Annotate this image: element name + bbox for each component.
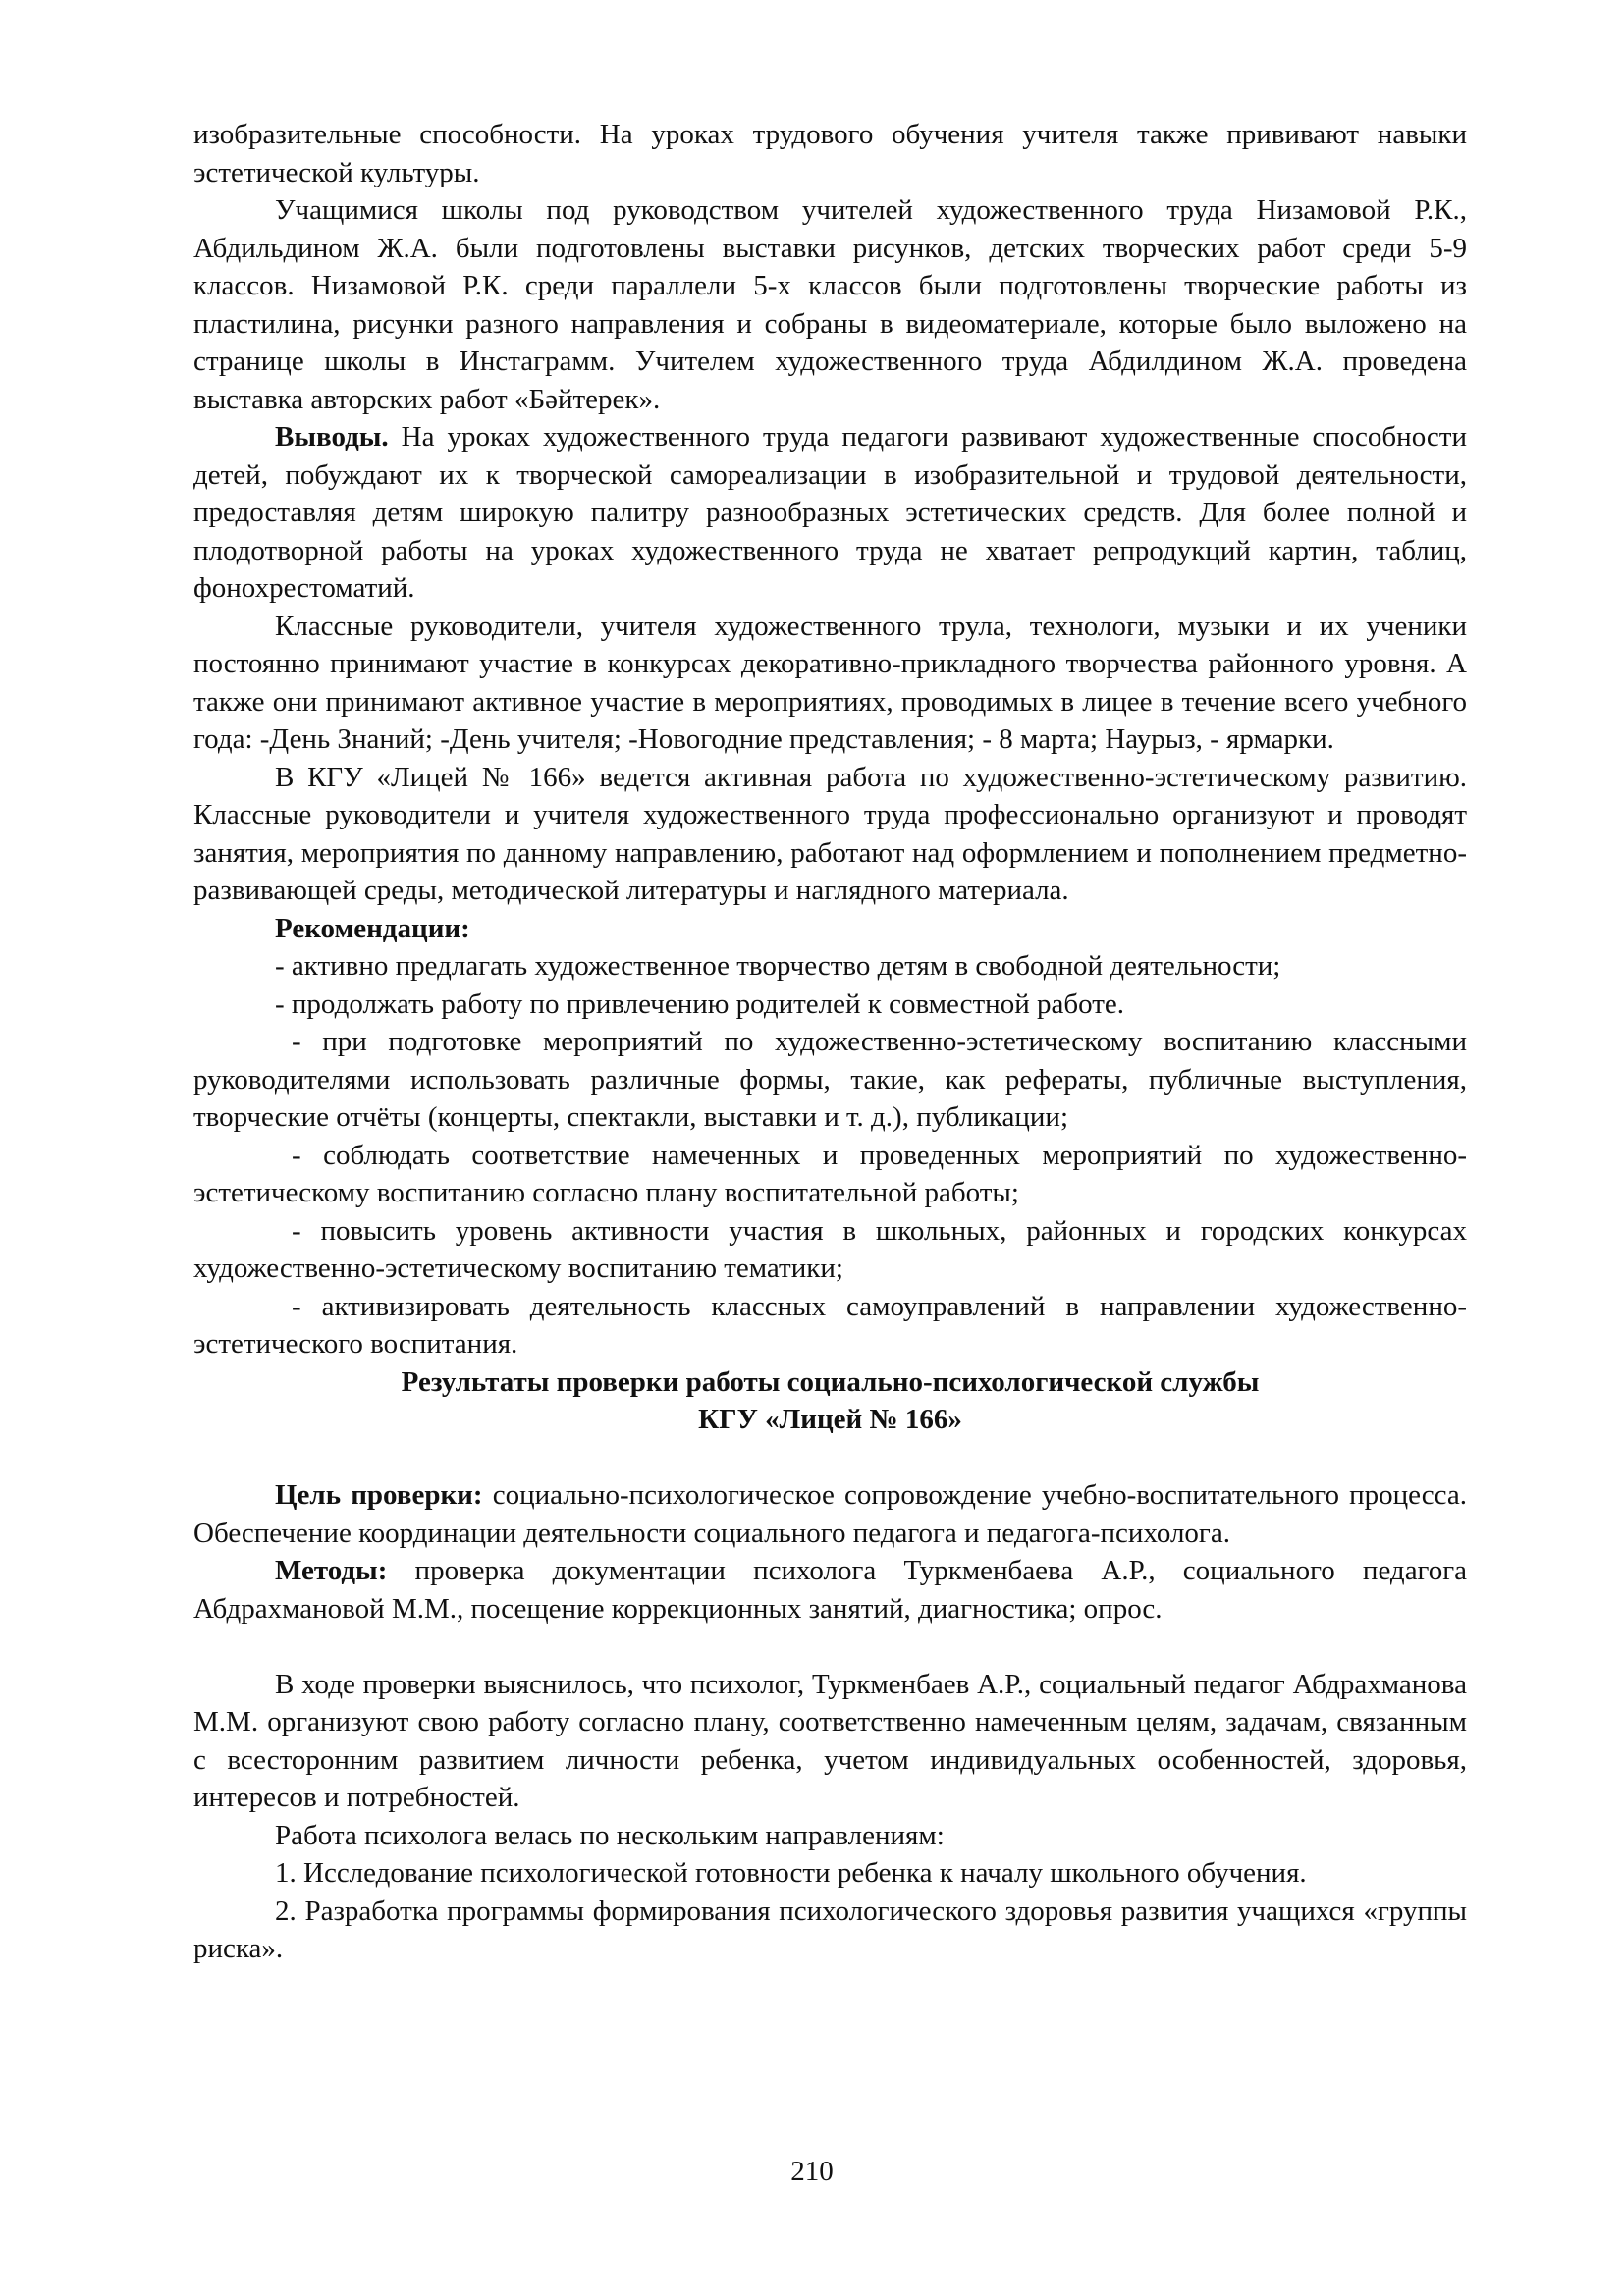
- recommendation-item: - продолжать работу по привлечению родителей к совместной работе.: [275, 988, 1125, 1020]
- spacer: [193, 1628, 1467, 1666]
- section-heading-line2: КГУ «Лицей № 166»: [698, 1404, 962, 1435]
- document-page: [193, 116, 1467, 1968]
- page-number: 210: [790, 2156, 834, 2187]
- recommendation-item: - при подготовке мероприятий по художественно-эстетическому воспитанию классными руководителями использовать различные формы, такие, как рефераты, публичные выступления, творческие отчёты (концерты, спектакли, выставки и т. д.), публикации;: [193, 1026, 1467, 1133]
- paragraph-conclusions: [193, 418, 1467, 608]
- paragraph-lyceum-work: В КГУ «Лицей № 166» ведется активная работа по художественно-эстетическому развитию. Классные руководители и учителя художественного труда профессионально организуют и проводят занятия, мероприятия по данному направлению, работают над оформлением и пополнением предметно-развивающей среды, методической литературы и наглядного материала.: [193, 761, 1467, 906]
- recommendation-item: - активизировать деятельность классных самоуправлений в направлении художественно-эстетического воспитания.: [193, 1290, 1467, 1360]
- direction-item: 2. Разработка программы формирования психологического здоровья развития учащихся «группы риска».: [193, 1895, 1467, 1964]
- goal-text: социально-психологическое сопровождение учебно-воспитательного процесса. Обеспечение координации деятельности социального педагога и педагога-психолога.: [193, 1479, 1467, 1549]
- methods-text: проверка документации психолога Туркменбаева А.Р., социального педагога Абдрахмановой М.М., посещение коррекционных занятий, диагностика; опрос.: [193, 1555, 1467, 1625]
- goal-label: Цель проверки:: [275, 1479, 483, 1511]
- conclusions-text: На уроках художественного труда педагоги развивают художественные способности детей, побуждают их к творческой самореализации в изобразительной и трудовой деятельности, предоставляя детям широкую палитру разнообразных эстетических средств. Для более полной и плодотворной работы на уроках художественного труда не хватает репродукций картин, таблиц, фонохрестоматий.: [193, 421, 1467, 604]
- paragraph-goal: [193, 1476, 1467, 1552]
- paragraph-art-abilities: изобразительные способности. На уроках трудового обучения учителя также прививают навыки эстетической культуры.: [193, 119, 1467, 188]
- spacer: [193, 1439, 1467, 1477]
- methods-label: Методы:: [275, 1555, 388, 1586]
- paragraph-exhibitions: Учащимися школы под руководством учителей художественного труда Низамовой Р.К., Абдильдином Ж.А. были подготовлены выставки рисунков, детских творческих работ среди 5-9 классов. Низамовой Р.К. среди параллели 5-х классов были подготовлены творческие работы из пластилина, рисунки разного направления и собраны в видеоматериале, которые было выложено на странице школы в Инстаграмм. Учителем художественного труда Абдилдином Ж.А. проведена выставка авторских работ «Бәйтерек».: [193, 194, 1467, 415]
- recommendation-item: - повысить уровень активности участия в школьных, районных и городских конкурсах художественно-эстетическому воспитанию тематики;: [193, 1214, 1467, 1284]
- paragraph-findings: В ходе проверки выяснилось, что психолог, Туркменбаев А.Р., социальный педагог Абдрахманова М.М. организуют свою работу согласно плану, соответственно намеченным целям, задачам, связанным с всесторонним развитием личности ребенка, учетом индивидуальных особенностей, здоровья, интересов и потребностей.: [193, 1668, 1467, 1813]
- direction-item: 1. Исследование психологической готовности ребенка к началу школьного обучения.: [275, 1857, 1307, 1889]
- paragraph-class-teachers: Классные руководители, учителя художественного трула, технологи, музыки и их ученики постоянно принимают участие в конкурсах декоративно-прикладного творчества районного уровня. А также они принимают активное участие в мероприятиях, проводимых в лицее в течение всего учебного года: -День Знаний; -День учителя; -Новогодние представления; - 8 марта; Наурыз, - ярмарки.: [193, 610, 1467, 755]
- section-heading-line1: Результаты проверки работы социально-психологической службы: [401, 1365, 1260, 1398]
- paragraph-directions-intro: Работа психолога велась по нескольким направлениям:: [275, 1819, 945, 1851]
- recommendation-item: - соблюдать соответствие намеченных и проведенных мероприятий по художественно-эстетическому воспитанию согласно плану воспитательной работы;: [193, 1139, 1467, 1208]
- conclusions-label: Выводы.: [275, 421, 389, 453]
- recommendation-item: - активно предлагать художественное творчество детям в свободной деятельности;: [275, 950, 1281, 982]
- recommendations-title: Рекомендации:: [275, 912, 470, 944]
- paragraph-methods: [193, 1552, 1467, 1628]
